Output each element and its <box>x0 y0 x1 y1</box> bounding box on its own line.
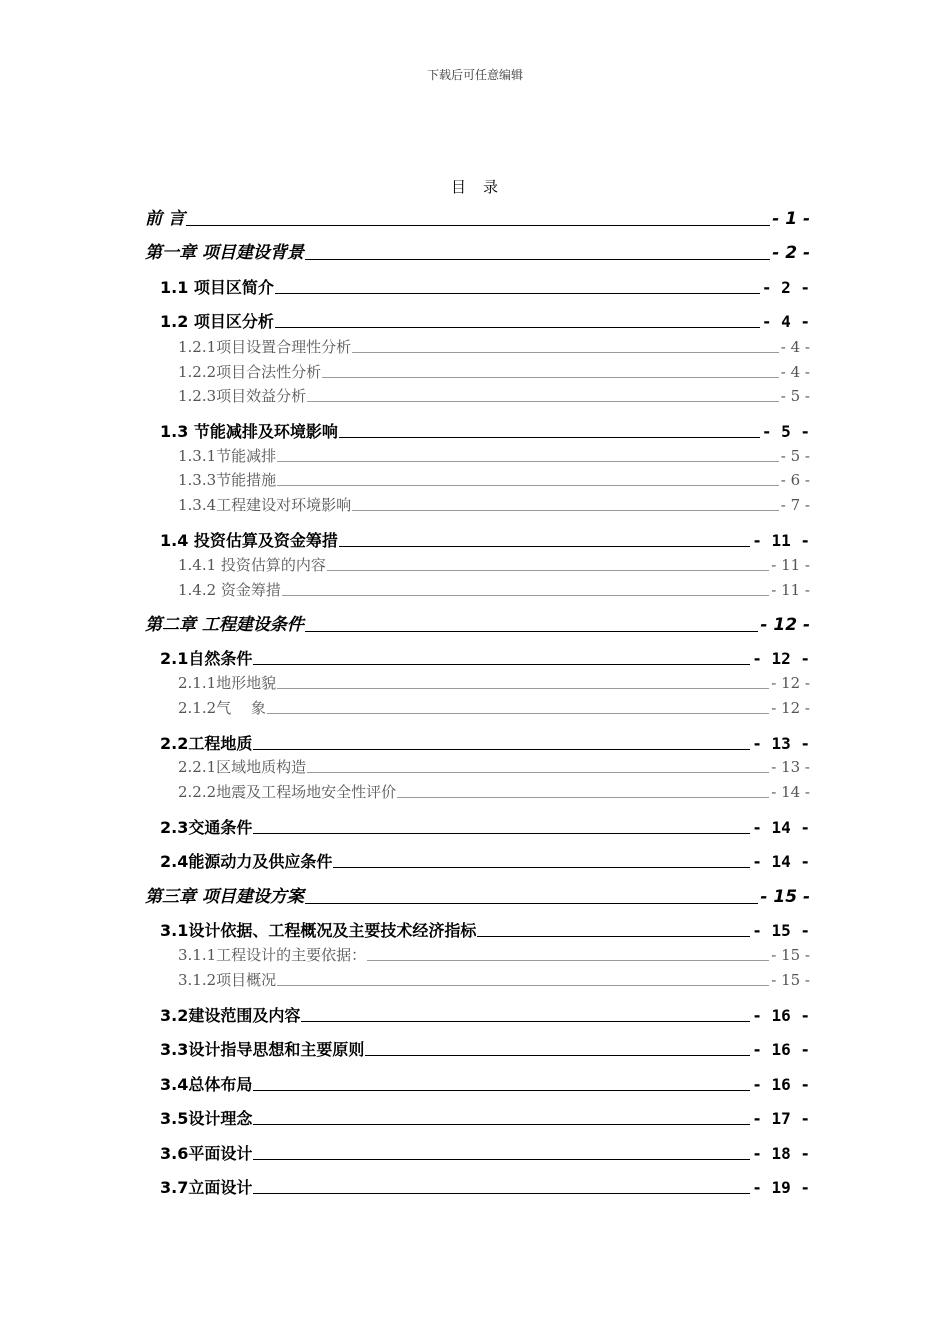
toc-entry-sub[interactable] <box>178 785 810 800</box>
toc-entry-label: 3.4总体布局 <box>160 1075 253 1094</box>
toc-entry-label: 2.2工程地质 <box>160 734 253 753</box>
toc-leader-line <box>253 663 750 665</box>
toc-leader-line <box>275 326 760 328</box>
toc-leader-line <box>277 484 779 486</box>
toc-entry-sub[interactable] <box>178 558 810 573</box>
toc-entry-label: 2.1自然条件 <box>160 649 253 668</box>
toc-entry-label: 1.3.4工程建设对环境影响 <box>178 496 352 514</box>
toc-entry-label: 3.1.2项目概况 <box>178 971 277 989</box>
toc-entry-page-number: - 2 - <box>761 278 810 297</box>
toc-entry-page-number: - 15 - <box>771 971 810 989</box>
toc-entry-page-number: - 6 - <box>780 471 810 489</box>
toc-entry-page-number: - 16 - <box>752 1006 810 1025</box>
toc-entry-chapter[interactable] <box>145 245 810 262</box>
toc-entry-section[interactable] <box>160 923 810 939</box>
toc-entry-section[interactable] <box>160 736 810 752</box>
toc-entry-section[interactable] <box>160 424 810 440</box>
toc-entry-page-number: - 13 - <box>752 734 810 753</box>
toc-entry-section[interactable] <box>160 854 810 870</box>
toc-leader-line <box>275 292 760 294</box>
toc-entry-page-number: - 12 - <box>752 649 810 668</box>
toc-leader-line <box>333 866 750 868</box>
toc-leader-line <box>352 509 779 511</box>
toc-leader-line <box>267 712 769 714</box>
toc-entry-page-number: - 5 - <box>780 387 810 405</box>
toc-leader-line <box>307 400 779 402</box>
toc-entry-label: 2.4能源动力及供应条件 <box>160 852 333 871</box>
toc-entry-section[interactable] <box>160 1111 810 1127</box>
toc-entry-page-number: - 14 - <box>752 818 810 837</box>
toc-entry-label: 第三章 项目建设方案 <box>145 887 304 907</box>
toc-entry-section[interactable] <box>160 1180 810 1196</box>
toc-entry-sub[interactable] <box>178 473 810 488</box>
toc-entry-label: 2.2.2地震及工程场地安全性评价 <box>178 783 397 801</box>
toc-leader-line <box>365 1054 750 1056</box>
toc-leader-line <box>253 1192 750 1194</box>
toc-entry-section[interactable] <box>160 1008 810 1024</box>
toc-entry-page-number: - 7 - <box>780 496 810 514</box>
toc-entry-label: 1.4 投资估算及资金筹措 <box>160 531 338 550</box>
toc-entry-section[interactable] <box>160 1042 810 1058</box>
toc-entry-label: 第二章 工程建设条件 <box>145 615 304 635</box>
toc-entry-page-number: - 16 - <box>752 1040 810 1059</box>
toc-entry-sub[interactable] <box>178 676 810 691</box>
toc-entry-page-number: - 12 - <box>760 615 810 635</box>
toc-entry-sub[interactable] <box>178 583 810 598</box>
page-header: 下载后可任意编辑 <box>426 68 523 82</box>
toc-leader-line <box>339 436 760 438</box>
toc-entry-label: 2.1.1地形地貌 <box>178 674 277 692</box>
toc-entry-page-number: - 11 - <box>752 531 810 550</box>
toc-entry-label: 3.1设计依据、工程概况及主要技术经济指标 <box>160 921 477 940</box>
toc-leader-line <box>307 771 769 773</box>
toc-entry-page-number: - 2 - <box>772 243 810 263</box>
toc-entry-page-number: - 4 - <box>761 312 810 331</box>
toc-entry-chapter[interactable] <box>145 889 810 906</box>
toc-entry-label: 1.4.1 投资估算的内容 <box>178 556 326 574</box>
toc-leader-line <box>253 1089 750 1091</box>
toc-entry-page-number: - 15 - <box>752 921 810 940</box>
toc-entry-sub[interactable] <box>178 449 810 464</box>
toc-entry-section[interactable] <box>160 280 810 296</box>
toc-entry-page-number: - 12 - <box>771 699 810 717</box>
toc-entry-sub[interactable] <box>178 948 810 963</box>
toc-leader-line <box>305 902 758 904</box>
toc-entry-label: 1.3 节能减排及环境影响 <box>160 422 338 441</box>
toc-entry-label: 3.1.1工程设计的主要依据： <box>178 946 367 964</box>
toc-leader-line <box>352 351 779 353</box>
toc-entry-label: 1.4.2 资金筹措 <box>178 581 281 599</box>
toc-entry-label: 2.1.2气 象 <box>178 699 266 717</box>
toc-leader-line <box>186 224 770 226</box>
toc-entry-page-number: - 16 - <box>752 1075 810 1094</box>
toc-entry-page-number: - 5 - <box>761 422 810 441</box>
toc-entry-label: 3.3设计指导思想和主要原则 <box>160 1040 365 1059</box>
toc-entry-label: 1.3.1节能减排 <box>178 447 277 465</box>
toc-entry-chapter[interactable] <box>145 617 810 634</box>
toc-entry-page-number: - 17 - <box>752 1109 810 1128</box>
toc-entry-label: 3.7立面设计 <box>160 1178 253 1197</box>
toc-leader-line <box>277 460 779 462</box>
toc-entry-label: 1.3.3节能措施 <box>178 471 277 489</box>
toc-leader-line <box>253 748 750 750</box>
toc-leader-line <box>253 832 750 834</box>
toc-leader-line <box>327 569 769 571</box>
toc-entry-page-number: - 14 - <box>771 783 810 801</box>
toc-entry-page-number: - 11 - <box>771 581 810 599</box>
toc-entry-section[interactable] <box>160 314 810 330</box>
toc-leader-line <box>253 1123 750 1125</box>
toc-entry-page-number: - 11 - <box>771 556 810 574</box>
toc-entry-page-number: - 19 - <box>752 1178 810 1197</box>
toc-leader-line <box>397 796 769 798</box>
toc-entry-page-number: - 5 - <box>780 447 810 465</box>
toc-leader-line <box>301 1020 750 1022</box>
toc-entry-label: 1.2.1项目设置合理性分析 <box>178 338 352 356</box>
toc-leader-line <box>282 594 769 596</box>
toc-entry-page-number: - 15 - <box>760 887 810 907</box>
toc-entry-sub[interactable] <box>178 701 810 716</box>
toc-entry-section[interactable] <box>160 533 810 549</box>
toc-entry-sub[interactable] <box>178 760 810 775</box>
toc-title: 目 录 <box>450 178 499 196</box>
toc-entry-sub[interactable] <box>178 365 810 380</box>
toc-entry-section[interactable] <box>160 651 810 667</box>
toc-entry-label: 3.5设计理念 <box>160 1109 253 1128</box>
toc-leader-line <box>367 959 769 961</box>
toc-entry-label: 3.2建设范围及内容 <box>160 1006 301 1025</box>
toc-entry-page-number: - 4 - <box>780 338 810 356</box>
toc-entry-label: 前 言 <box>145 209 185 229</box>
toc-entry-label: 1.2.2项目合法性分析 <box>178 363 322 381</box>
toc-entry-sub[interactable] <box>178 389 810 404</box>
toc-entry-sub[interactable] <box>178 973 810 988</box>
toc-entry-label: 2.2.1区域地质构造 <box>178 758 307 776</box>
toc-entry-page-number: - 4 - <box>780 363 810 381</box>
toc-entry-page-number: - 15 - <box>771 946 810 964</box>
toc-leader-line <box>305 258 770 260</box>
toc-entry-label: 3.6平面设计 <box>160 1144 253 1163</box>
toc-entry-section[interactable] <box>160 1146 810 1162</box>
toc-entry-section[interactable] <box>160 1077 810 1093</box>
toc-entry-label: 2.3交通条件 <box>160 818 253 837</box>
toc-entry-section[interactable] <box>160 820 810 836</box>
toc-entry-page-number: - 14 - <box>752 852 810 871</box>
toc-entry-page-number: - 13 - <box>771 758 810 776</box>
toc-entry-chapter[interactable] <box>145 211 810 228</box>
toc-entry-page-number: - 12 - <box>771 674 810 692</box>
toc-leader-line <box>277 687 769 689</box>
toc-leader-line <box>305 630 758 632</box>
toc-leader-line <box>477 935 750 937</box>
toc-leader-line <box>322 376 779 378</box>
toc-entry-label: 1.2 项目区分析 <box>160 312 274 331</box>
toc-leader-line <box>253 1158 750 1160</box>
toc-leader-line <box>277 984 769 986</box>
toc-entry-page-number: - 1 - <box>772 209 810 229</box>
toc-entry-page-number: - 18 - <box>752 1144 810 1163</box>
toc-entry-sub[interactable] <box>178 340 810 355</box>
toc-leader-line <box>339 545 750 547</box>
toc-entry-label: 1.1 项目区简介 <box>160 278 274 297</box>
toc-entry-label: 1.2.3项目效益分析 <box>178 387 307 405</box>
toc-entry-label: 第一章 项目建设背景 <box>145 243 304 263</box>
toc-entry-sub[interactable] <box>178 498 810 513</box>
